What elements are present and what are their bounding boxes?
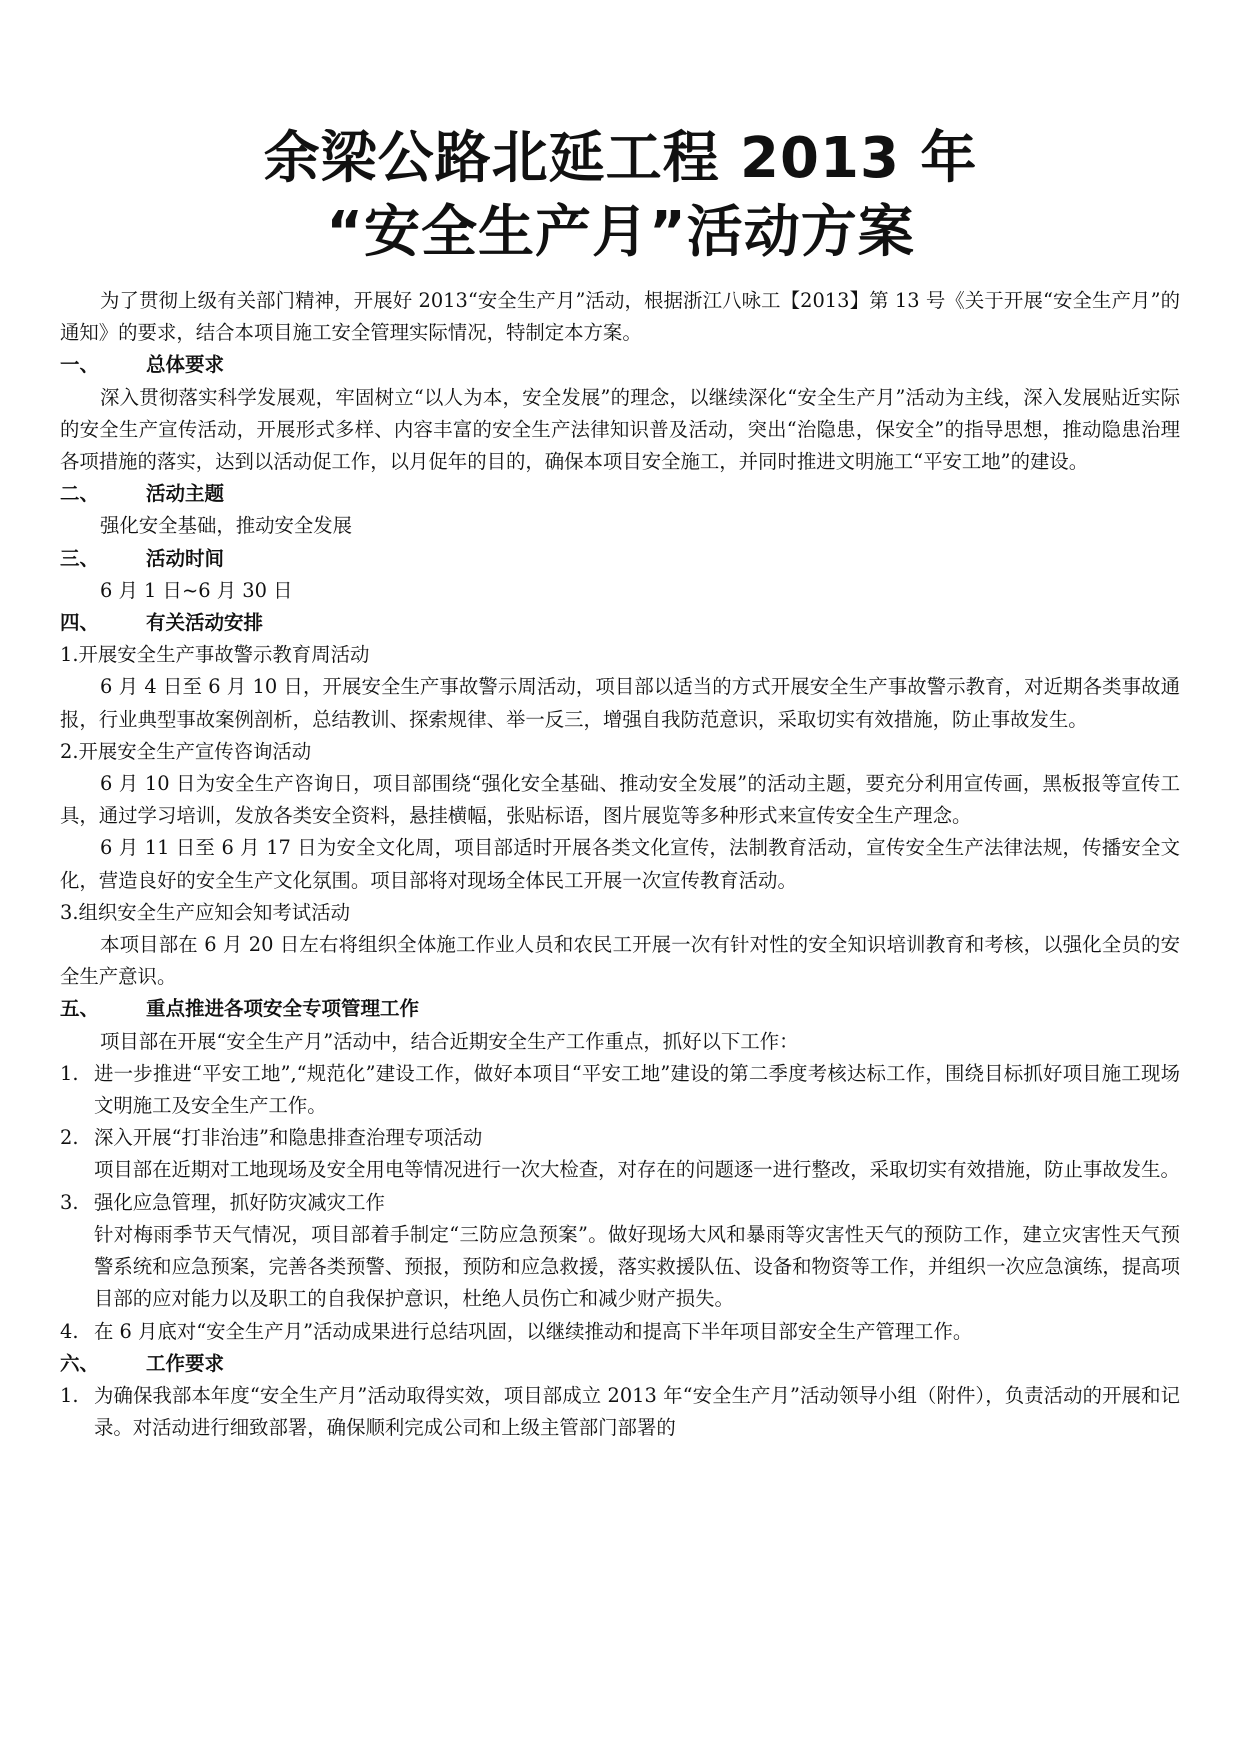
intro-paragraph: 为了贯彻上级有关部门精神，开展好 2013“安全生产月”活动，根据浙江八咏工【2013】第 13 号《关于开展“安全生产月”的通知》的要求，结合本项目施工安全管理实际情况，特制定本方案。 <box>60 289 1180 345</box>
section-heading-5 <box>60 993 1180 1025</box>
section-title: 总体要求 <box>146 353 225 377</box>
section-number: 三、 <box>60 546 100 570</box>
list-item-text: 为确保我部本年度“安全生产月”活动取得实效，项目部成立 2013 年“安全生产月”活动领导小组（附件），负责活动的开展和记录。对活动进行细致部署，确保顺利完成公司和上级主管部门部署的 <box>94 1383 1180 1440</box>
list-item <box>60 1380 1180 1444</box>
section-heading-4 <box>60 607 1180 639</box>
document-body <box>60 285 1180 1444</box>
list-item-number: 1. <box>60 1383 79 1407</box>
section-heading-3 <box>60 543 1180 575</box>
section-title: 工作要求 <box>146 1351 225 1375</box>
section-number: 六、 <box>60 1351 100 1375</box>
subsection-2-paragraph-1: 6 月 10 日为安全生产咨询日，项目部围绕“强化安全基础、推动安全发展”的活动主题，要充分利用宣传画，黑板报等宣传工具，通过学习培训，发放各类安全资料，悬挂横幅，张贴标语，图片展览等多种形式来宣传安全生产理念。 <box>60 772 1180 828</box>
section-title: 有关活动安排 <box>146 611 264 635</box>
section-title: 活动主题 <box>146 482 225 506</box>
list-item-detail: 项目部在近期对工地现场及安全用电等情况进行一次大检查，对存在的问题逐一进行整改，采取切实有效措施，防止事故发生。 <box>94 1158 1180 1182</box>
list-item-text: 强化应急管理，抓好防灾减灾工作 <box>94 1190 385 1214</box>
list-item-number: 2. <box>60 1126 79 1150</box>
list-item-number: 4. <box>60 1319 79 1343</box>
list-item <box>60 1058 1180 1122</box>
list-item-text: 进一步推进“平安工地”,“规范化”建设工作，做好本项目“平安工地”建设的第二季度考核达标工作，围绕目标抓好项目施工现场文明施工及安全生产工作。 <box>94 1061 1180 1118</box>
section-title: 活动时间 <box>146 546 225 570</box>
list-item-text: 深入开展“打非治违”和隐患排查治理专项活动 <box>94 1126 483 1150</box>
subsection-2-title: 2.开展安全生产宣传咨询活动 <box>60 739 312 763</box>
subsection-1-title: 1.开展安全生产事故警示教育周活动 <box>60 643 370 667</box>
section-2-paragraph: 强化安全基础，推动安全发展 <box>100 514 353 538</box>
section-1-paragraph: 深入贯彻落实科学发展观，牢固树立“以人为本，安全发展”的理念，以继续深化“安全生产月”活动为主线，深入发展贴近实际的安全生产宣传活动，开展形式多样、内容丰富的安全生产法律知识普及活动，突出“治隐患，保安全”的指导思想，推动隐患治理各项措施的落实，达到以活动促工作，以月促年的目的，确保本项目安全施工，并同时推进文明施工“平安工地”的建设。 <box>60 385 1180 474</box>
list-item-text: 在 6 月底对“安全生产月”活动成果进行总结巩固，以继续推动和提高下半年项目部安全生产管理工作。 <box>94 1319 973 1343</box>
subsection-3-title: 3.组织安全生产应知会知考试活动 <box>60 900 350 924</box>
list-item <box>60 1316 1180 1348</box>
list-item <box>60 1122 1180 1186</box>
section-title: 重点推进各项安全专项管理工作 <box>146 997 420 1021</box>
section-number: 一、 <box>60 353 100 377</box>
section-number: 四、 <box>60 611 100 635</box>
section-heading-6 <box>60 1348 1180 1380</box>
section-heading-2 <box>60 478 1180 510</box>
subsection-2-paragraph-2: 6 月 11 日至 6 月 17 日为安全文化周，项目部适时开展各类文化宣传，法制教育活动，宣传安全生产法律法规，传播安全文化，营造良好的安全生产文化氛围。项目部将对现场全体民工开展一次宣传教育活动。 <box>60 836 1180 892</box>
list-item-number: 3. <box>60 1190 79 1214</box>
list-item-number: 1. <box>60 1061 79 1085</box>
subsection-1-paragraph: 6 月 4 日至 6 月 10 日，开展安全生产事故警示周活动，项目部以适当的方式开展安全生产事故警示教育，对近期各类事故通报，行业典型事故案例剖析，总结教训、探索规律、举一反三，增强自我防范意识，采取切实有效措施，防止事故发生。 <box>60 675 1180 731</box>
document-title-line1: 余梁公路北延工程 2013 年 <box>263 126 978 191</box>
list-item <box>60 1187 1180 1316</box>
document-title-line2: “安全生产月”活动方案 <box>326 200 915 265</box>
section-number: 五、 <box>60 997 100 1021</box>
section-5-intro: 项目部在开展“安全生产月”活动中，结合近期安全生产工作重点，抓好以下工作： <box>100 1029 799 1053</box>
section-number: 二、 <box>60 482 100 506</box>
list-item-detail: 针对梅雨季节天气情况，项目部着手制定“三防应急预案”。做好现场大风和暴雨等灾害性天气的预防工作，建立灾害性天气预警系统和应急预案，完善各类预警、预报，预防和应急救援，落实救援队伍、设备和物资等工作，并组织一次应急演练，提高项目部的应对能力以及职工的自我保护意识，杜绝人员伤亡和减少财产损失。 <box>94 1222 1180 1311</box>
subsection-3-paragraph: 本项目部在 6 月 20 日左右将组织全体施工作业人员和农民工开展一次有针对性的安全知识培训教育和考核，以强化全员的安全生产意识。 <box>60 933 1180 989</box>
section-heading-1 <box>60 349 1180 381</box>
section-3-paragraph: 6 月 1 日~6 月 30 日 <box>100 578 293 602</box>
